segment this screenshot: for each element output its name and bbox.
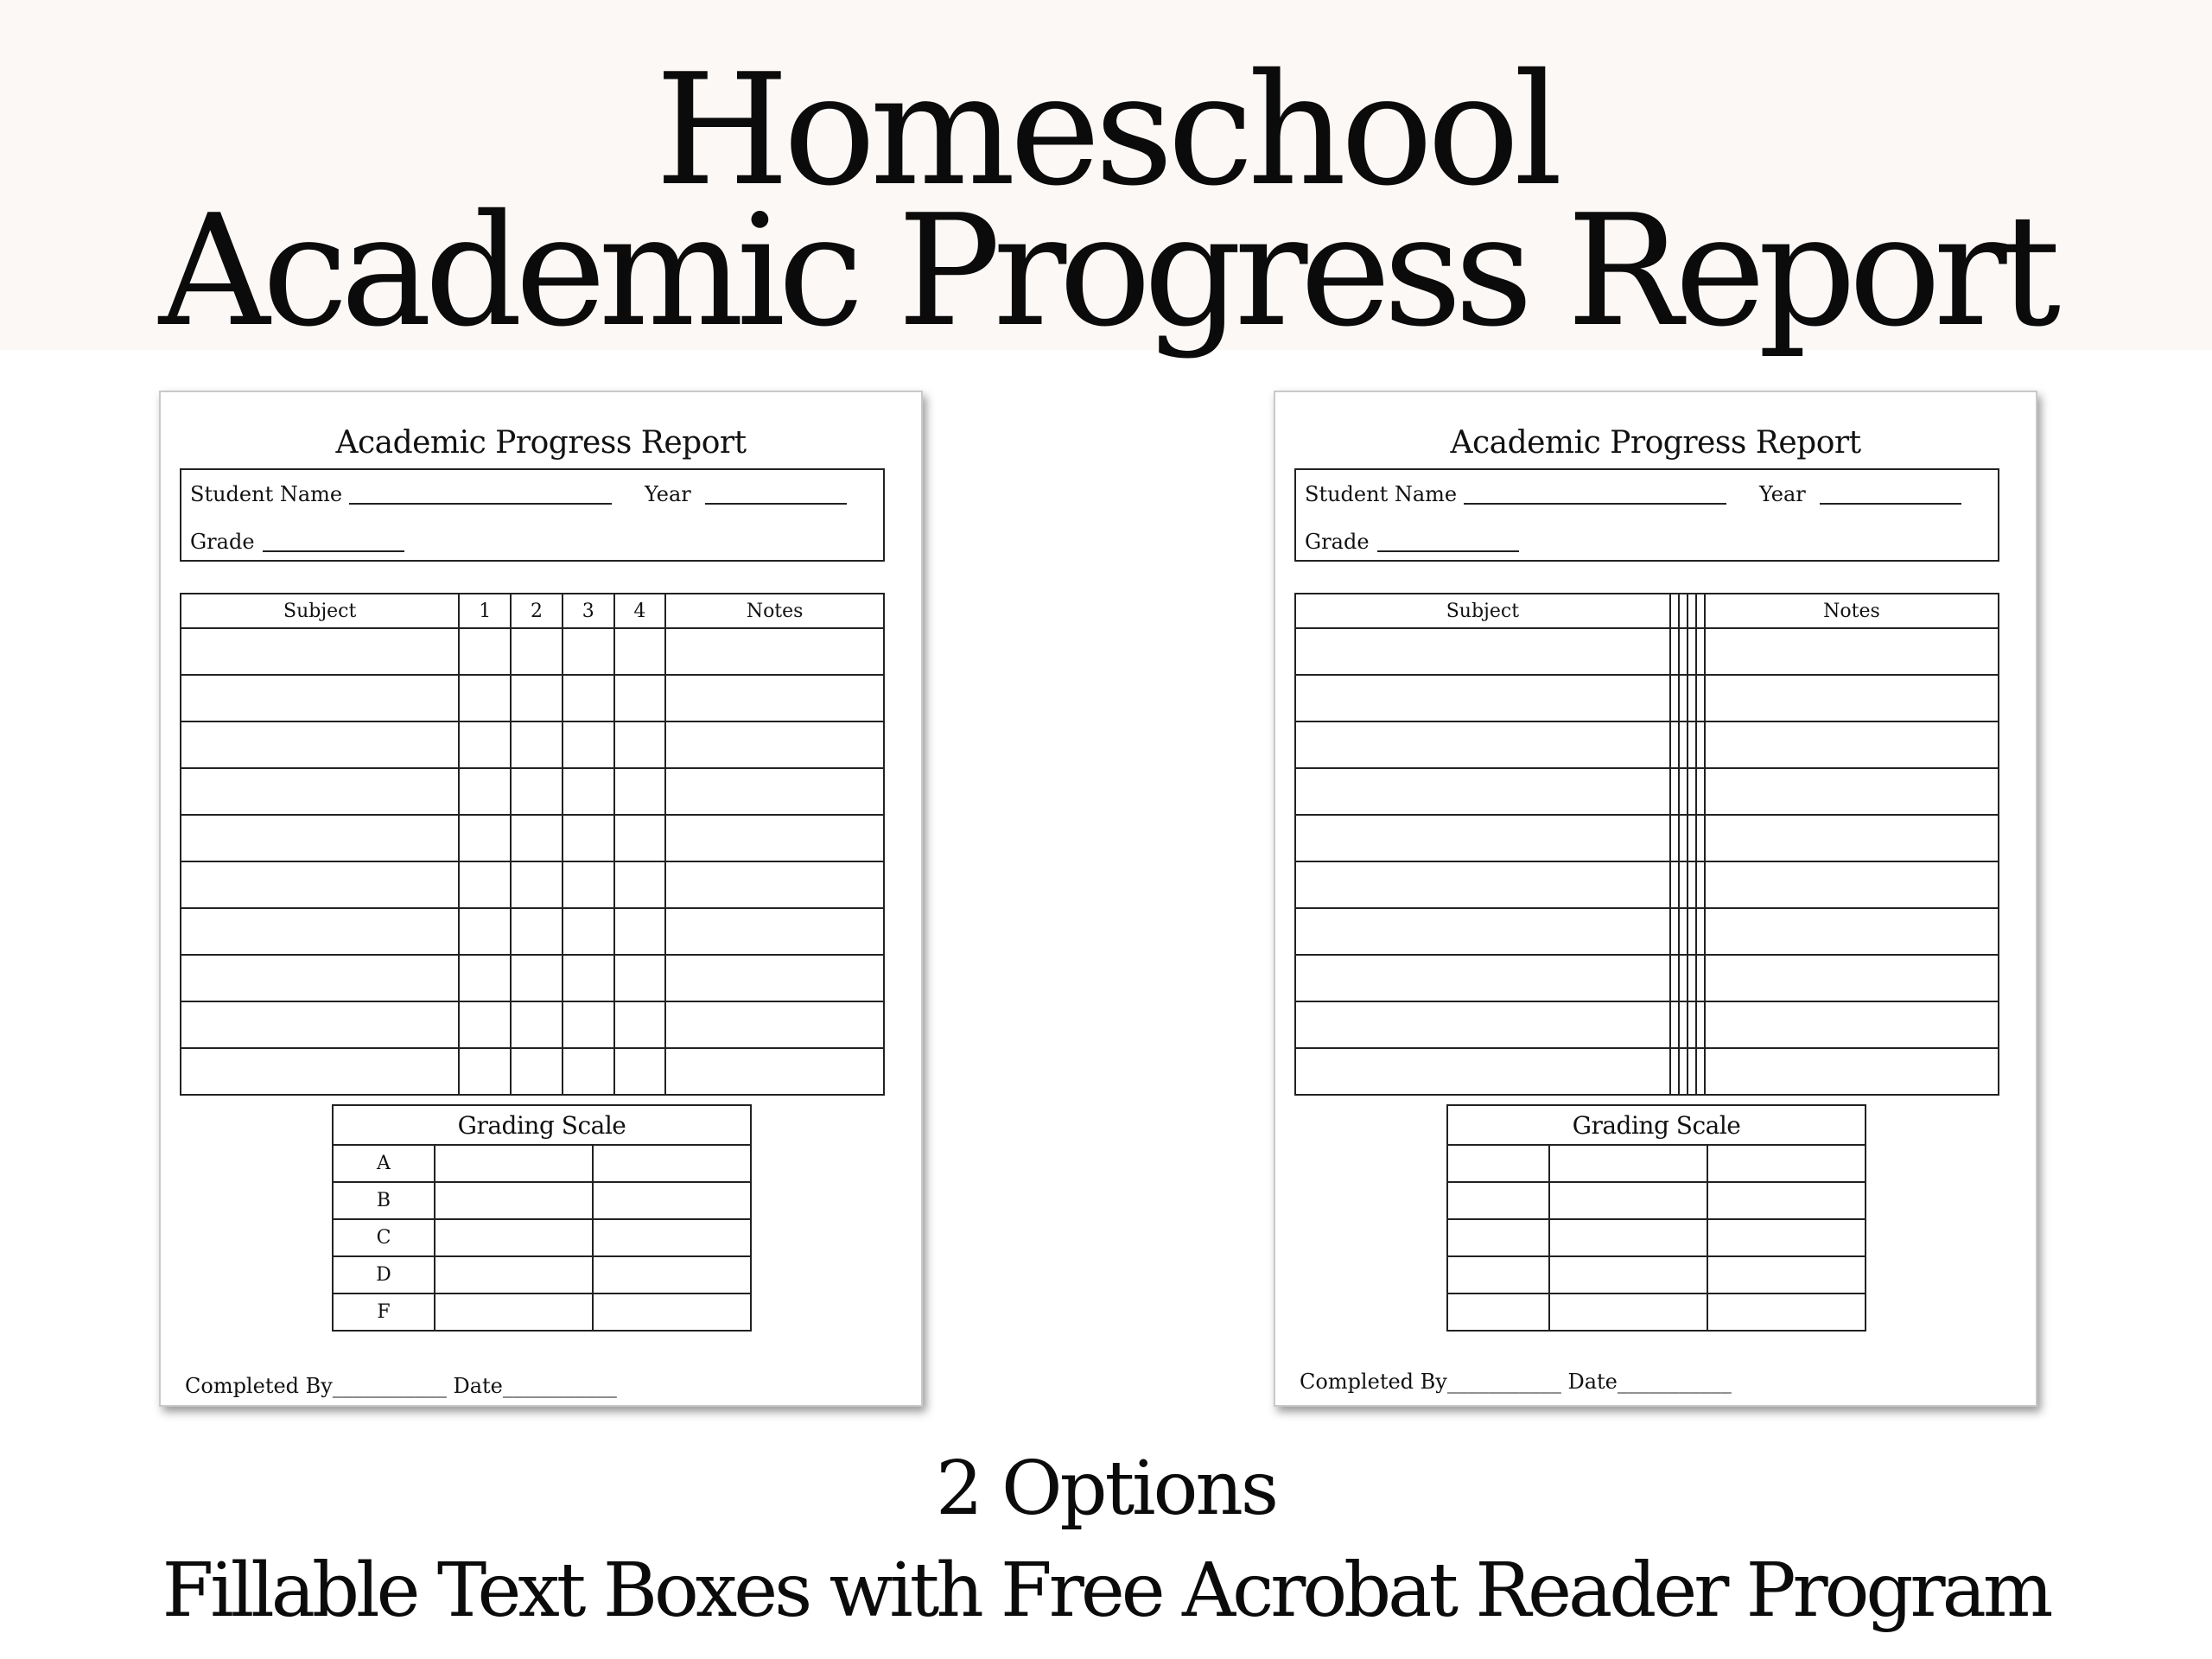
notes-cell[interactable] (1705, 768, 1999, 815)
completed-by-date-line[interactable]: Completed By___________ Date___________ (185, 1374, 617, 1398)
notes-cell[interactable] (1705, 675, 1999, 721)
quarter-grade-cell[interactable] (1688, 861, 1696, 908)
quarter-grade-cell[interactable] (1670, 955, 1679, 1001)
quarter-grade-cell[interactable] (1679, 815, 1688, 861)
notes-cell[interactable] (1705, 955, 1999, 1001)
notes-cell[interactable] (665, 768, 884, 815)
grade-row (333, 1145, 751, 1182)
subject-cell[interactable] (1295, 721, 1670, 768)
subject-cell[interactable] (181, 628, 459, 675)
quarter-grade-cell[interactable] (614, 628, 666, 675)
grade-row (1447, 1145, 1866, 1182)
quarter-grade-cell[interactable] (511, 675, 563, 721)
quarter-grade-cell[interactable] (511, 1048, 563, 1095)
quarter-grade-cell[interactable] (614, 815, 666, 861)
quarter-grade-cell[interactable] (1696, 768, 1705, 815)
quarter-grade-cell[interactable] (614, 768, 666, 815)
headline-homeschool: Homeschool (655, 41, 1557, 219)
subject-cell[interactable] (181, 768, 459, 815)
grade-row (1447, 1219, 1866, 1256)
quarter-grade-cell[interactable] (459, 675, 511, 721)
grade-percent-cell[interactable] (593, 1145, 751, 1182)
column-header-notes: Notes (1705, 594, 1999, 628)
fillable-text-boxes-caption: Fillable Text Boxes with Free Acrobat Reader Program (162, 1548, 2050, 1634)
quarter-grade-cell[interactable] (1688, 1048, 1696, 1095)
quarter-grade-cell[interactable] (511, 955, 563, 1001)
headline-academic-progress-report: Academic Progress Report (158, 181, 2054, 360)
table-row (1295, 628, 1999, 675)
quarter-grade-cell[interactable] (1679, 675, 1688, 721)
grade-percent-cell[interactable] (1707, 1256, 1866, 1294)
student-name-field[interactable] (1464, 503, 1726, 505)
subject-cell[interactable] (1295, 628, 1670, 675)
table-header-row (181, 594, 884, 628)
quarter-grade-cell[interactable] (1696, 815, 1705, 861)
notes-cell[interactable] (665, 815, 884, 861)
quarter-grade-cell[interactable] (511, 1001, 563, 1048)
grade-field[interactable] (1377, 550, 1519, 552)
quarter-grade-cell[interactable] (563, 675, 614, 721)
notes-cell[interactable] (1705, 1048, 1999, 1095)
quarter-grade-cell[interactable] (563, 628, 614, 675)
table-row (181, 908, 884, 955)
grade-row (333, 1256, 751, 1294)
notes-cell[interactable] (665, 721, 884, 768)
grade-percent-cell[interactable] (1707, 1219, 1866, 1256)
column-header-4: 4 (614, 594, 666, 628)
grade-range-cell[interactable] (1549, 1219, 1707, 1256)
quarter-grade-cell[interactable] (1679, 955, 1688, 1001)
grade-letter-cell[interactable] (1447, 1145, 1549, 1182)
quarter-grade-cell[interactable] (459, 628, 511, 675)
quarter-grade-cell[interactable] (614, 955, 666, 1001)
notes-cell[interactable] (665, 675, 884, 721)
quarter-grade-cell[interactable] (1696, 1001, 1705, 1048)
table-row (1295, 768, 1999, 815)
grade-percent-cell[interactable] (593, 1256, 751, 1294)
grading-scale-title: Grading Scale (1447, 1105, 1866, 1145)
quarter-grade-cell[interactable] (1696, 1048, 1705, 1095)
column-header-blank[interactable] (1696, 594, 1705, 628)
quarter-grade-cell[interactable] (1679, 721, 1688, 768)
subjects-table (180, 593, 885, 1096)
column-header-3: 3 (563, 594, 614, 628)
grade-row (333, 1182, 751, 1219)
quarter-grade-cell[interactable] (1696, 908, 1705, 955)
subject-cell[interactable] (1295, 815, 1670, 861)
grade-letter: C (333, 1219, 435, 1256)
quarter-grade-cell[interactable] (1670, 721, 1679, 768)
table-header-row (1295, 594, 1999, 628)
column-header-blank[interactable] (1679, 594, 1688, 628)
quarter-grade-cell[interactable] (511, 861, 563, 908)
grade-field[interactable] (263, 550, 404, 552)
notes-cell[interactable] (1705, 1001, 1999, 1048)
grade-letter: D (333, 1256, 435, 1294)
quarter-grade-cell[interactable] (1696, 955, 1705, 1001)
grade-letter: B (333, 1182, 435, 1219)
quarter-grade-cell[interactable] (459, 721, 511, 768)
quarter-grade-cell[interactable] (614, 1048, 666, 1095)
grade-range-cell[interactable] (1549, 1256, 1707, 1294)
subject-cell[interactable] (1295, 1048, 1670, 1095)
grade-range-cell[interactable] (435, 1145, 593, 1182)
quarter-grade-cell[interactable] (1679, 768, 1688, 815)
grade-row (333, 1219, 751, 1256)
table-row (181, 1001, 884, 1048)
subject-cell[interactable] (181, 908, 459, 955)
subject-cell[interactable] (181, 721, 459, 768)
table-row (181, 768, 884, 815)
grading-scale-table (1446, 1104, 1866, 1332)
quarter-grade-cell[interactable] (563, 1001, 614, 1048)
column-header-notes: Notes (665, 594, 884, 628)
notes-cell[interactable] (1705, 628, 1999, 675)
table-row (1295, 861, 1999, 908)
quarter-grade-cell[interactable] (1670, 628, 1679, 675)
grade-letter: A (333, 1145, 435, 1182)
quarter-grade-cell[interactable] (1679, 1001, 1688, 1048)
quarter-grade-cell[interactable] (1688, 628, 1696, 675)
quarter-grade-cell[interactable] (511, 815, 563, 861)
quarter-grade-cell[interactable] (459, 815, 511, 861)
grade-percent-cell[interactable] (593, 1294, 751, 1331)
student-name-field[interactable] (349, 503, 612, 505)
subject-cell[interactable] (1295, 861, 1670, 908)
quarter-grade-cell[interactable] (563, 721, 614, 768)
quarter-grade-cell[interactable] (1688, 815, 1696, 861)
quarter-grade-cell[interactable] (1670, 908, 1679, 955)
notes-cell[interactable] (665, 955, 884, 1001)
year-field[interactable] (1820, 503, 1961, 505)
notes-cell[interactable] (1705, 721, 1999, 768)
quarter-grade-cell[interactable] (1688, 908, 1696, 955)
notes-cell[interactable] (1705, 815, 1999, 861)
subject-cell[interactable] (181, 861, 459, 908)
subject-cell[interactable] (1295, 768, 1670, 815)
table-row (181, 1048, 884, 1095)
grading-scale-table (332, 1104, 752, 1332)
quarter-grade-cell[interactable] (1688, 675, 1696, 721)
quarter-grade-cell[interactable] (614, 908, 666, 955)
column-header-1: 1 (459, 594, 511, 628)
table-row (1295, 908, 1999, 955)
table-row (181, 721, 884, 768)
quarter-grade-cell[interactable] (614, 861, 666, 908)
quarter-grade-cell[interactable] (511, 768, 563, 815)
quarter-grade-cell[interactable] (511, 908, 563, 955)
quarter-grade-cell[interactable] (511, 628, 563, 675)
quarter-grade-cell[interactable] (459, 861, 511, 908)
year-label: Year (1759, 482, 1806, 506)
quarter-grade-cell[interactable] (1688, 768, 1696, 815)
grade-percent-cell[interactable] (1707, 1145, 1866, 1182)
notes-cell[interactable] (665, 628, 884, 675)
table-row (181, 628, 884, 675)
quarter-grade-cell[interactable] (459, 908, 511, 955)
quarter-grade-cell[interactable] (459, 1001, 511, 1048)
table-row (181, 675, 884, 721)
table-row (181, 861, 884, 908)
subject-cell[interactable] (181, 1048, 459, 1095)
subject-cell[interactable] (181, 955, 459, 1001)
quarter-grade-cell[interactable] (563, 1048, 614, 1095)
table-row (181, 815, 884, 861)
grade-range-cell[interactable] (435, 1182, 593, 1219)
grade-row (333, 1294, 751, 1331)
student-info-box (1294, 468, 1999, 562)
quarter-grade-cell[interactable] (1670, 1001, 1679, 1048)
table-row (181, 955, 884, 1001)
subject-cell[interactable] (1295, 675, 1670, 721)
subject-cell[interactable] (181, 675, 459, 721)
grade-letter: F (333, 1294, 435, 1331)
notes-cell[interactable] (1705, 908, 1999, 955)
quarter-grade-cell[interactable] (1696, 628, 1705, 675)
table-row (1295, 815, 1999, 861)
grade-percent-cell[interactable] (1707, 1182, 1866, 1219)
report-sheet-option-2 (1274, 391, 2037, 1407)
grade-row (1447, 1182, 1866, 1219)
quarter-grade-cell[interactable] (459, 955, 511, 1001)
table-row (1295, 721, 1999, 768)
quarter-grade-cell[interactable] (1670, 1048, 1679, 1095)
quarter-grade-cell[interactable] (459, 1048, 511, 1095)
completed-by-date-line[interactable]: Completed By___________ Date___________ (1300, 1370, 1732, 1394)
quarter-grade-cell[interactable] (1670, 861, 1679, 908)
grade-percent-cell[interactable] (1707, 1294, 1866, 1331)
quarter-grade-cell[interactable] (1696, 675, 1705, 721)
grade-range-cell[interactable] (435, 1256, 593, 1294)
sheet-title: Academic Progress Report (1450, 425, 1861, 461)
table-row (1295, 675, 1999, 721)
grade-letter-cell[interactable] (1447, 1219, 1549, 1256)
grade-range-cell[interactable] (1549, 1182, 1707, 1219)
subject-cell[interactable] (1295, 908, 1670, 955)
quarter-grade-cell[interactable] (614, 675, 666, 721)
grade-row (1447, 1294, 1866, 1331)
quarter-grade-cell[interactable] (1679, 628, 1688, 675)
quarter-grade-cell[interactable] (563, 861, 614, 908)
grade-range-cell[interactable] (1549, 1145, 1707, 1182)
column-header-blank[interactable] (1670, 594, 1679, 628)
grade-range-cell[interactable] (435, 1219, 593, 1256)
subject-cell[interactable] (181, 1001, 459, 1048)
quarter-grade-cell[interactable] (1670, 675, 1679, 721)
table-row (1295, 1001, 1999, 1048)
table-row (1295, 1048, 1999, 1095)
column-header-blank[interactable] (1688, 594, 1696, 628)
subject-cell[interactable] (1295, 1001, 1670, 1048)
grade-percent-cell[interactable] (593, 1182, 751, 1219)
student-name-label: Student Name (1305, 482, 1458, 506)
quarter-grade-cell[interactable] (459, 768, 511, 815)
quarter-grade-cell[interactable] (1688, 721, 1696, 768)
sheet-title: Academic Progress Report (335, 425, 747, 461)
quarter-grade-cell[interactable] (511, 721, 563, 768)
notes-cell[interactable] (665, 1048, 884, 1095)
grade-row (1447, 1256, 1866, 1294)
notes-cell[interactable] (1705, 861, 1999, 908)
grade-letter-cell[interactable] (1447, 1294, 1549, 1331)
table-row (1295, 955, 1999, 1001)
subject-cell[interactable] (181, 815, 459, 861)
quarter-grade-cell[interactable] (1696, 861, 1705, 908)
quarter-grade-cell[interactable] (1670, 815, 1679, 861)
options-count-text: 2 Options (936, 1446, 1276, 1532)
subject-cell[interactable] (1295, 955, 1670, 1001)
notes-cell[interactable] (665, 908, 884, 955)
quarter-grade-cell[interactable] (563, 955, 614, 1001)
student-name-label: Student Name (190, 482, 343, 506)
column-header-subject: Subject (181, 594, 459, 628)
grade-label: Grade (1305, 530, 1370, 554)
grade-range-cell[interactable] (435, 1294, 593, 1331)
quarter-grade-cell[interactable] (614, 1001, 666, 1048)
quarter-grade-cell[interactable] (563, 768, 614, 815)
quarter-grade-cell[interactable] (614, 721, 666, 768)
grade-letter-cell[interactable] (1447, 1182, 1549, 1219)
column-header-subject: Subject (1295, 594, 1670, 628)
quarter-grade-cell[interactable] (1670, 768, 1679, 815)
notes-cell[interactable] (665, 1001, 884, 1048)
report-sheet-option-1 (159, 391, 923, 1407)
grading-scale-title: Grading Scale (333, 1105, 751, 1145)
quarter-grade-cell[interactable] (1688, 1001, 1696, 1048)
grade-range-cell[interactable] (1549, 1294, 1707, 1331)
column-header-2: 2 (511, 594, 563, 628)
subjects-table (1294, 593, 1999, 1096)
grade-label: Grade (190, 530, 255, 554)
quarter-grade-cell[interactable] (563, 815, 614, 861)
quarter-grade-cell[interactable] (1679, 861, 1688, 908)
grade-letter-cell[interactable] (1447, 1256, 1549, 1294)
year-field[interactable] (705, 503, 847, 505)
quarter-grade-cell[interactable] (1696, 721, 1705, 768)
quarter-grade-cell[interactable] (1679, 1048, 1688, 1095)
notes-cell[interactable] (665, 861, 884, 908)
quarter-grade-cell[interactable] (1688, 955, 1696, 1001)
grade-percent-cell[interactable] (593, 1219, 751, 1256)
student-info-box (180, 468, 885, 562)
year-label: Year (645, 482, 691, 506)
quarter-grade-cell[interactable] (1679, 908, 1688, 955)
quarter-grade-cell[interactable] (563, 908, 614, 955)
